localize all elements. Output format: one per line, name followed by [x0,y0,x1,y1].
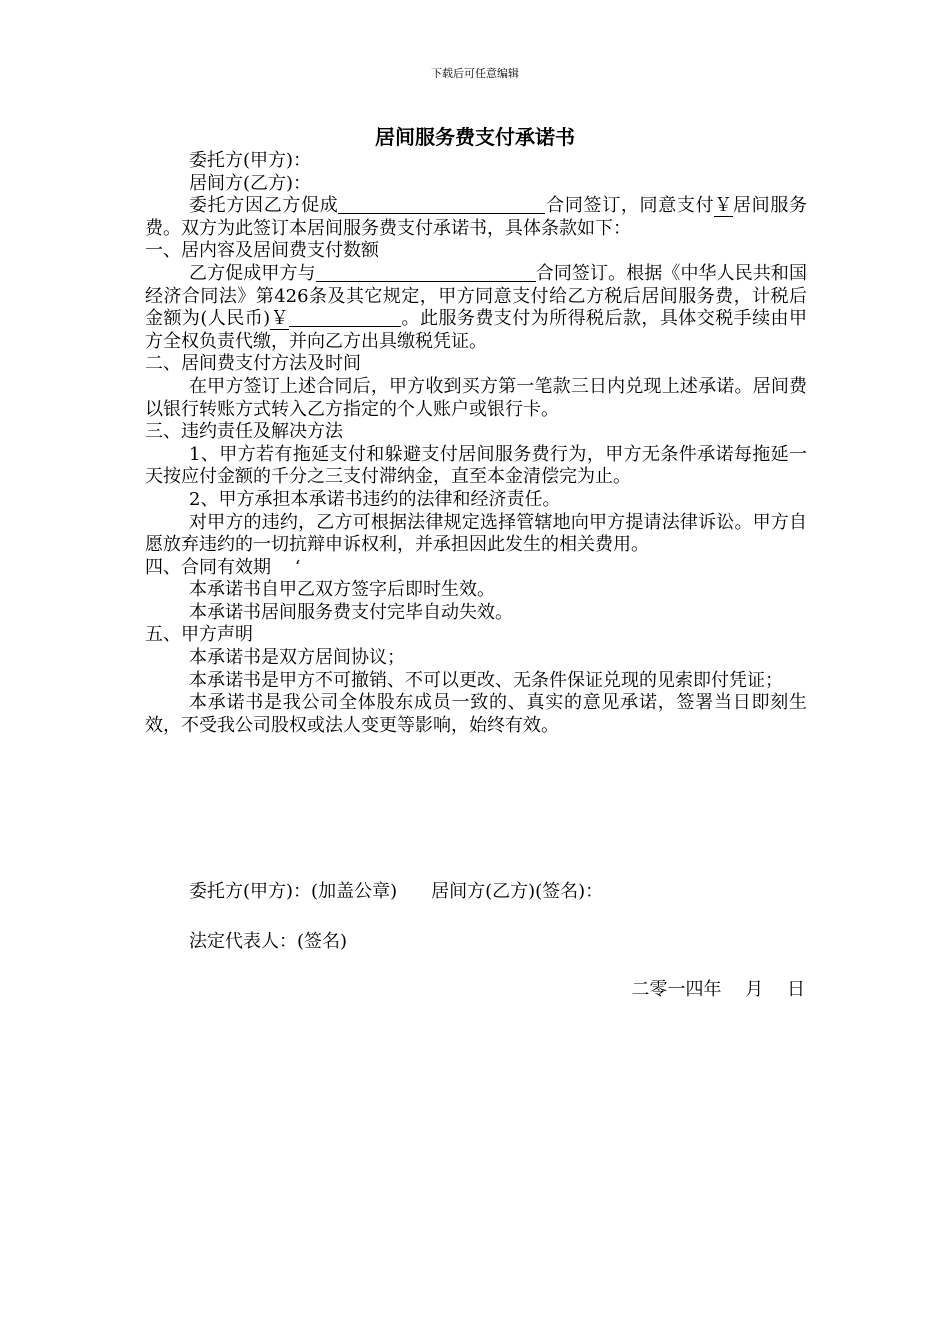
section-4-paragraph-1: 本承诺书自甲乙双方签字后即时生效。 [189,579,495,601]
party-a-line: 委托方(甲方)： [189,150,312,171]
intro-currency: ￥ [714,195,733,217]
signature-legal-rep: 法定代表人：(签名) [189,931,348,952]
s1-start: 乙方促成甲方与 [189,262,316,284]
document-title: 居间服务费支付承诺书 [375,125,575,149]
page-header: 下载后可任意编辑 [431,67,519,80]
section-5-paragraph-3: 本承诺书是我公司全体股东成员一致的、真实的意见承诺，签署当日即刻生效，不受我公司股权或法人变更等影响，始终有效。 [145,692,807,736]
section-3-paragraph-2: 2、甲方承担本承诺书违约的法律和经济责任。 [189,488,561,510]
contract-name-blank [338,195,545,214]
section-5-heading: 五、甲方声明 [145,624,253,646]
signature-row [189,880,603,904]
signature-party-b: 居间方(乙方)(签名)： [431,881,604,902]
party-b-line: 居间方(乙方)： [189,172,312,194]
section-2-paragraph: 在甲方签订上述合同后，甲方收到买方第一笔款三日内兑现上述承诺。居间费以银行转账方式转入乙方指定的个人账户或银行卡。 [145,375,807,420]
intro-start: 委托方因乙方促成 [189,195,339,217]
section-4-heading: 四、合同有效期 ‘ [145,556,301,578]
section-3-paragraph-3: 对甲方的违约，乙方可根据法律规定选择管辖地向甲方提请法律诉讼。甲方自愿放弃违约的一切抗辩申诉权利，并承担因此发生的相关费用。 [145,511,807,556]
section-2-heading: 二、居间费支付方法及时间 [145,353,361,375]
contract-party-blank [316,263,536,282]
s1-end: 。此服务费支付为所得税后款，具体交税手续由甲方全权负责代缴，并向乙方出具缴税凭证。 [145,308,808,352]
section-5-paragraph-1: 本承诺书是双方居间协议； [189,647,405,669]
section-3-paragraph-1: 1、甲方若有拖延支付和躲避支付居间服务费行为，甲方无条件承诺每拖延一天按应付金额的千分之三支付滞纳金，直至本金清偿完为止。 [145,443,807,488]
section-5-paragraph-2: 本承诺书是甲方不可撤销、不可以更改、无条件保证兑现的见索即付凭证； [189,669,783,691]
intro-end: 居间服务费。双方为此签订本居间服务费支付承诺书，具体条款如下： [145,195,808,239]
date-line: 二零一四年 月 日 [631,979,805,1000]
section-1-paragraph [145,263,807,353]
s1-mid: 合同签订。根据《中华人民共和国经济合同法》第426条及其它规定，甲方同意支付给乙方税后居间服务费，计税后金额为(人民币) [145,262,808,330]
document-body [145,150,807,737]
section-3-heading: 三、违约责任及解决方法 [145,421,343,443]
signature-party-a: 委托方(甲方)：(加盖公章) [189,881,398,902]
section-1-heading: 一、居内容及居间费支付数额 [145,240,379,262]
intro-mid: 合同签订，同意支付 [545,195,715,217]
intro-paragraph [145,195,807,240]
section-4-paragraph-2: 本承诺书居间服务费支付完毕自动失效。 [189,601,513,623]
s1-currency: ￥ [270,308,290,330]
amount-blank [289,308,401,327]
